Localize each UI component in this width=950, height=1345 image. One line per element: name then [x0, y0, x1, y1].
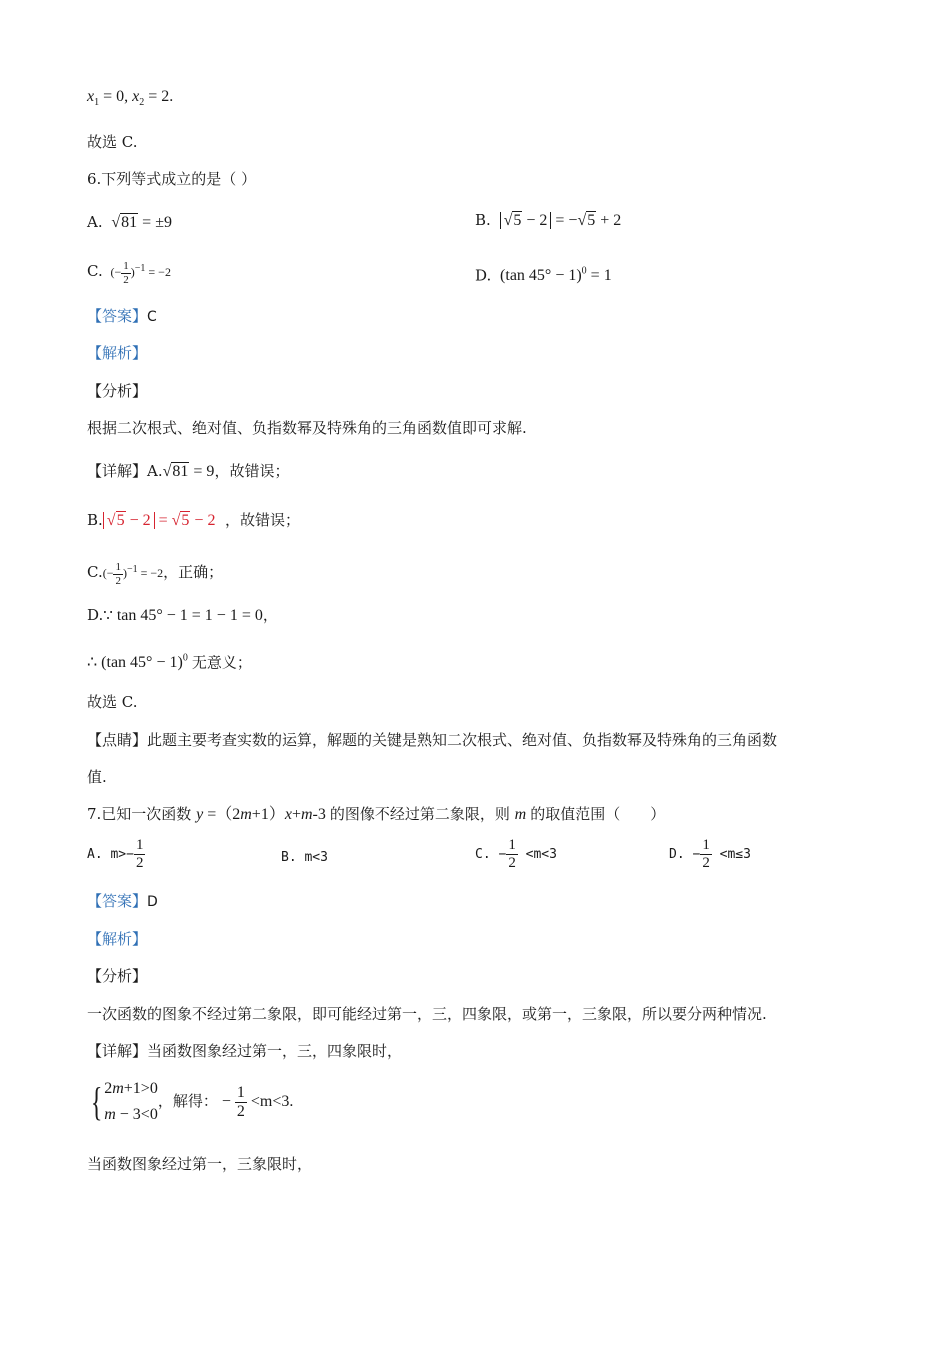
q6-option-d: D. (tan 45° − 1)$^0$ = 1 [475, 266, 612, 285]
q7-option-b: B. m<3 [281, 850, 328, 865]
q7-fenxi-text: 一次函数的图象不经过第二象限，即可能经过第一，三，四象限，或第一，三象限，所以要分两种情况. [87, 1005, 767, 1023]
q6-answer: 【答案】C [87, 307, 157, 325]
q6-detail-a: 【详解】A.√81 = 9，故错误； [87, 462, 290, 480]
q7-stem: 7.已知一次函数 y =（2m+1）x+m-3 的图像不经过第二象限，则 m 的取值范围（ ） [87, 805, 666, 823]
q6-detail-d: D.∵ tan 45° − 1 = 1 − 1 = 0， [87, 606, 278, 624]
q6-option-c: C. (− $\frac{1}{2}$ )$^{-1}$ = −2 [87, 259, 171, 286]
q7-option-a: A. m>− $\frac{1}{2}$ [87, 837, 144, 871]
q6-fenxi-text: 根据二次根式、绝对值、负指数幂及特殊角的三角函数值即可求解. [87, 419, 527, 437]
q6-detail-b: B. √5 − 2 = √5 − 2 ，故错误； [87, 511, 301, 529]
q7-fenxi-tag: 【分析】 [87, 967, 148, 985]
q7-inequality-system: { 2m+1>0 m − 3<0，解得： − $\frac{1}{2}$ <m<3. [90, 1079, 294, 1124]
q7-last-line: 当函数图象经过第一，三象限时， [87, 1155, 313, 1173]
q7-option-c: C. − $\frac{1}{2}$ <m<3 [475, 837, 557, 871]
q7-detail: 【详解】当函数图象经过第一，三，四象限时， [87, 1042, 403, 1060]
previous-result: $x_1 = 0$, $x_2 = 2$. [87, 88, 174, 109]
q6-stem: 6.下列等式成立的是（ ） [87, 170, 257, 188]
q7-option-d: D. − $\frac{1}{2}$ <m≤3 [669, 837, 751, 871]
q6-dianjing-cont: 值. [87, 768, 107, 786]
q6-option-a: A. √81 = ±9 [87, 213, 172, 231]
q7-answer: 【答案】D [87, 892, 158, 910]
q6-therefore: ∴ (tan 45° − 1)$^0$ 无意义； [87, 653, 252, 672]
q6-choice: 故选 C. [87, 693, 138, 711]
q6-option-b: B. √5 − 2 = −√5 + 2 [475, 211, 622, 229]
q6-dianjing: 【点睛】此题主要考查实数的运算，解题的关键是熟知二次根式、绝对值、负指数幂及特殊角的三角函数 [87, 731, 778, 749]
q6-fenxi-tag: 【分析】 [87, 382, 148, 400]
q6-detail-c: C.(− $\frac{1}{2}$ )$^{-1}$ = −2，正确； [87, 560, 224, 587]
q7-analysis-tag: 【解析】 [87, 930, 148, 948]
previous-choice: 故选 C. [87, 133, 138, 151]
q6-analysis-tag: 【解析】 [87, 344, 148, 362]
